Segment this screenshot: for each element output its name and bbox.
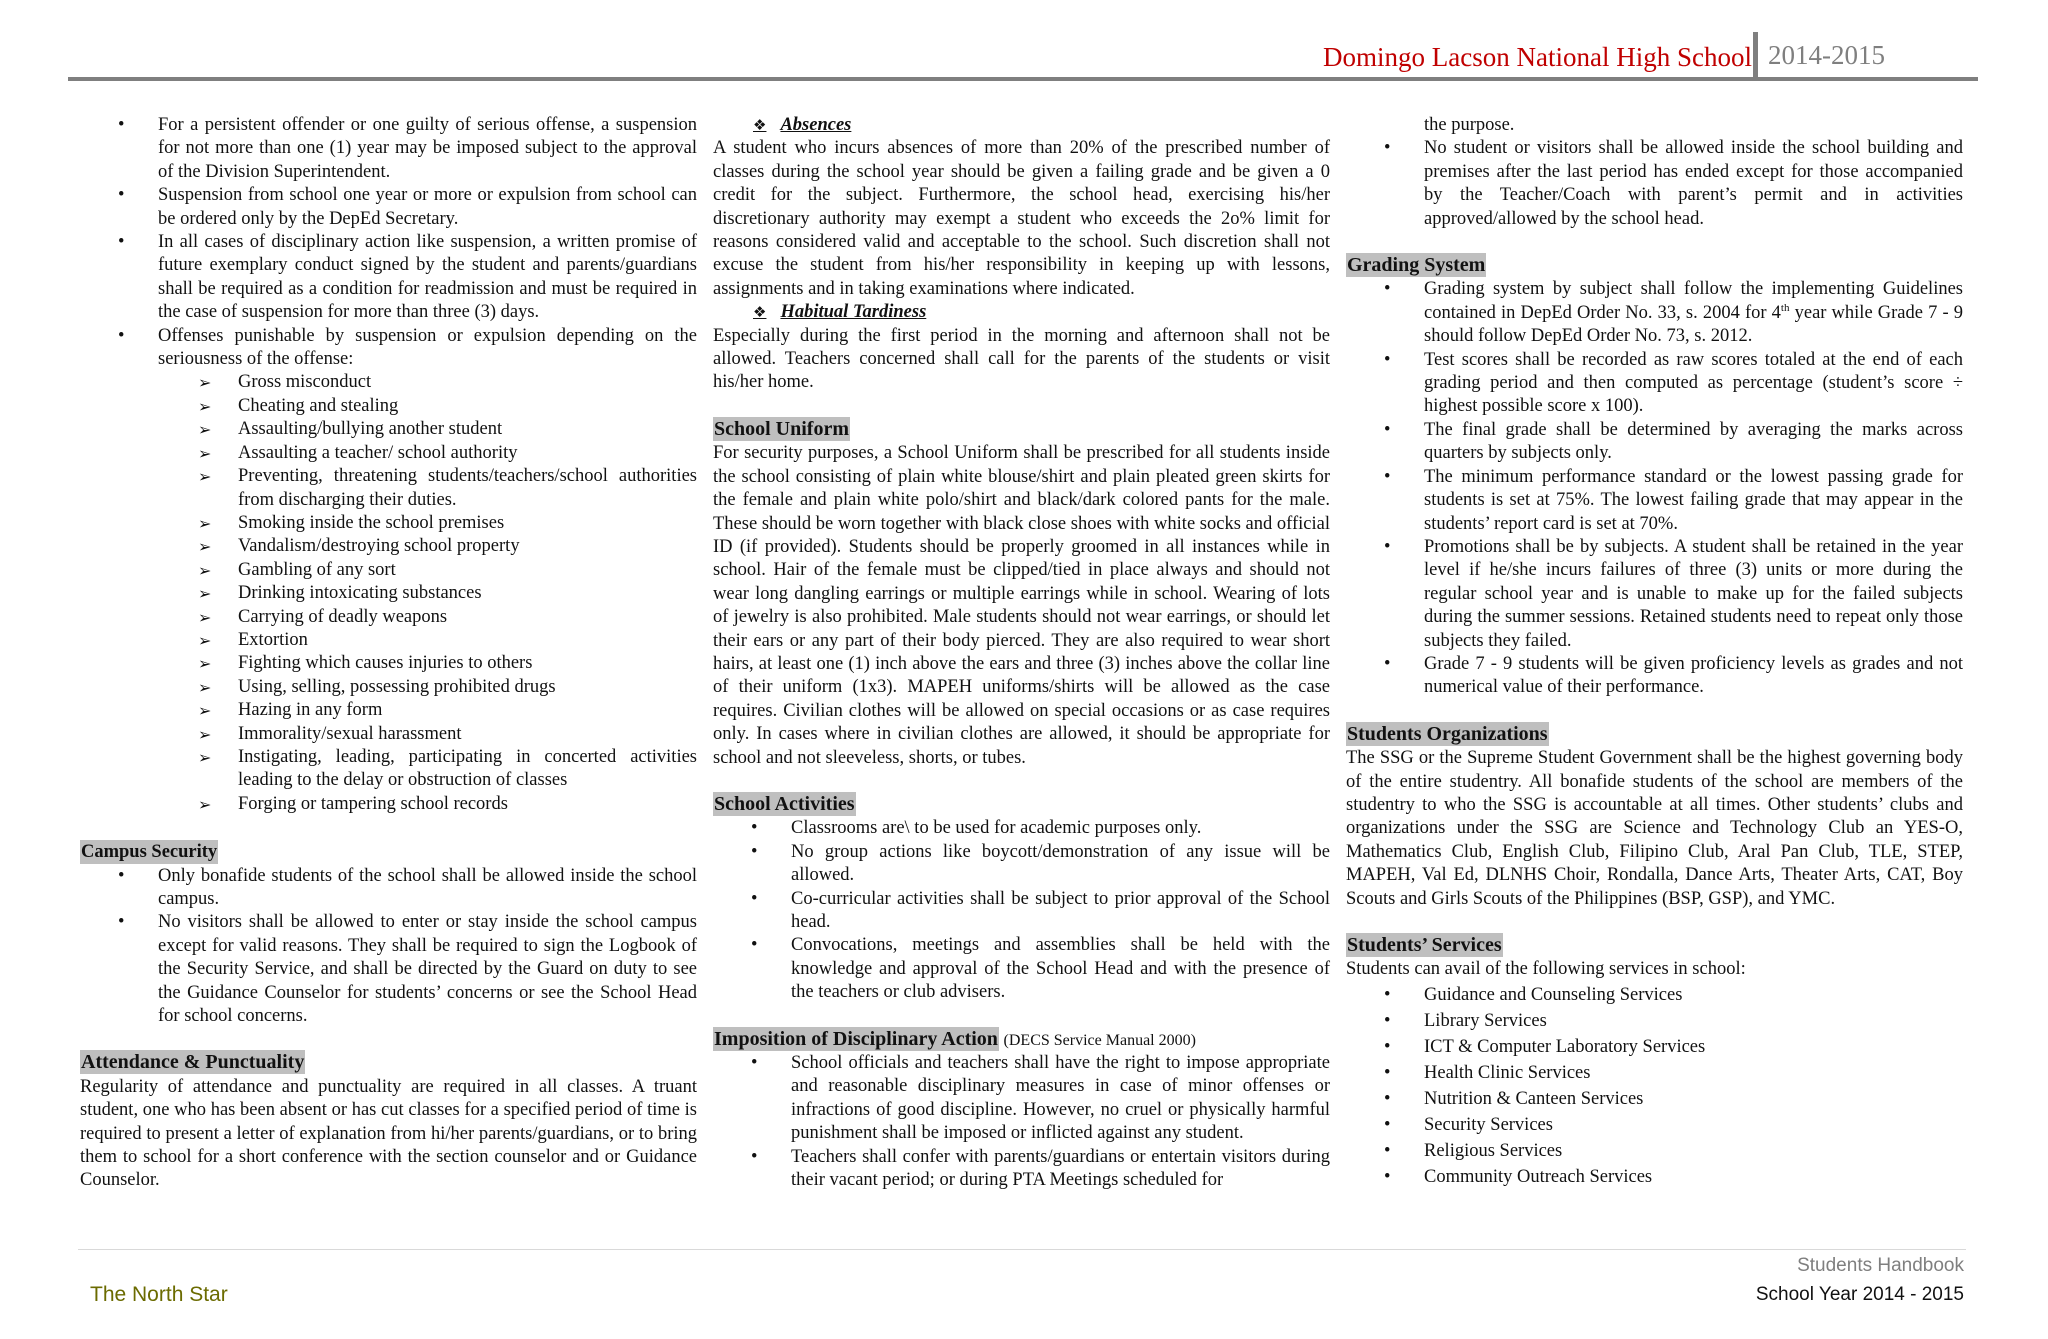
list-item: • Nutrition & Canteen Services	[1346, 1086, 1963, 1112]
absences-text: A student who incurs absences of more than 20% of the prescribed number of classes during the school year should be given a failing grade and be given a 0 credit for the subject. Furthermore, the school head, exercising his/her discretionary authority may exempt a student who exceeds the 2o% limit for reasons considered valid and acceptable to the school. Such discretion shall not excuse the student from his/her responsibility in keeping up with lessons, assignments and in taking examinations where indicated.	[713, 138, 1330, 299]
uniform-text: For security purposes, a School Uniform shall be prescribed for all students inside the school consisting of plain white blouse/shirt and plain pleated green skirts for the female and plain white polo/shirt and black/dark colored pants for the male. These should be worn together with black close shoes with white socks and official ID (if provided). Students should be properly groomed in all instances while in school. Hair of the female must be clipped/tied in place always and should not wear long dangling earrings or multiple earrings while in school. Wearing of lots of jewelry is also prohibited. Male students should not wear earrings, or should let their ears or any part of their body pierced. They are also required to wear short hairs, at least one (1) inch above the ears and three (3) inches above the collar line of their uniform (1x3). MAPEH uniforms/shirts will be allowed as the case requires. Civilian clothes will be allowed on special occasions or as case requires only. In cases where in civilian clothes are allowed, it should be appropriate for school and not sleeveless, shorts, or tubes.	[713, 443, 1330, 768]
list-item: • Community Outreach Services	[1346, 1164, 1963, 1190]
activities-list	[713, 817, 1330, 1004]
grading-list	[1346, 278, 1963, 699]
services-heading: Students’ Services	[1347, 934, 1502, 956]
absences-heading: ❖ Absences	[753, 115, 852, 135]
offense-item: ➢ Fighting which causes injuries to others	[80, 652, 697, 675]
list-item: • The final grade shall be determined by averaging the marks across quarters by subjects only.	[1346, 419, 1963, 466]
campus-security-heading: Campus Security	[81, 842, 218, 863]
list-item: • The minimum performance standard or the lowest passing grade for students is set at 75%. The lowest failing grade that may appear in the students’ report card is set at 70%.	[1346, 466, 1963, 536]
attendance-text: Regularity of attendance and punctuality are required in all classes. A truant student, one who has been absent or has cut classes for a specified period of time is required to present a letter of explanation from hi/her parents/guardians, or to bring them to school for a short conference with the section counselor and or Guidance Counselor.	[80, 1076, 697, 1191]
activities-heading: School Activities	[714, 792, 855, 815]
footer-handbook: Students Handbook	[1797, 1255, 1964, 1276]
disciplinary-heading: Imposition of Disciplinary Action (DECS Service Manual 2000)	[714, 1027, 1196, 1050]
offense-item: ➢ Forging or tampering school records	[80, 793, 697, 816]
offenses-list	[80, 371, 697, 816]
disciplinary-list	[713, 1052, 1330, 1192]
diamond-bullet-icon: ❖	[753, 303, 767, 322]
campus-security-list	[80, 865, 697, 1029]
diamond-bullet-icon: ❖	[753, 116, 767, 134]
offense-item: ➢ Preventing, threatening students/teachers/school authorities from discharging their duties.	[80, 465, 697, 512]
header-divider	[1753, 32, 1758, 78]
list-item: • Health Clinic Services	[1346, 1060, 1963, 1086]
list-item: • Library Services	[1346, 1008, 1963, 1034]
continued-text: the purpose.	[1424, 115, 1515, 135]
offense-item: ➢ Instigating, leading, participating in concerted activities leading to the delay or obstruction of classes	[80, 746, 697, 793]
uniform-heading: School Uniform	[714, 417, 849, 440]
list-item: • Grading system by subject shall follow the implementing Guidelines contained in DepEd Order No. 33, s. 2004 for 4th year while Grade 7 - 9 should follow DepEd Order No. 73, s. 2012.	[1346, 278, 1963, 348]
offense-item: ➢ Smoking inside the school premises	[80, 512, 697, 535]
column-right	[1346, 114, 1963, 1190]
disciplinary-note: (DECS Service Manual 2000)	[1003, 1031, 1196, 1049]
offense-item: ➢ Gambling of any sort	[80, 559, 697, 582]
offense-item: ➢ Cheating and stealing	[80, 395, 697, 418]
list-item: • Security Services	[1346, 1112, 1963, 1138]
list-item: • Guidance and Counseling Services	[1346, 982, 1963, 1008]
tardiness-text: Especially during the first period in the morning and afternoon shall not be allowed. Teachers concerned shall call for the parents of the students or visit his/her home.	[713, 325, 1330, 393]
list-item: • Co-curricular activities shall be subject to prior approval of the School head.	[713, 888, 1330, 935]
attendance-heading: Attendance & Punctuality	[81, 1051, 305, 1074]
offense-item: ➢ Gross misconduct	[80, 371, 697, 394]
list-item: • Test scores shall be recorded as raw scores totaled at the end of each grading period and then computed as percentage (student’s score ÷ highest possible score x 100).	[1346, 349, 1963, 419]
offense-item: ➢ Vandalism/destroying school property	[80, 535, 697, 558]
organizations-text: The SSG or the Supreme Student Government shall be the highest governing body of the entire studentry. All bonafide students of the school are members of the studentry to who the SSG is accountable at all times. Other students’ clubs and organizations under the SSG are Science and Technology Club an YES-O, Mathematics Club, English Club, Filipino Club, Aral Pan Club, TLE, STEP, MAPEH, Val Ed, DLNHS Choir, Rondalla, Dance Arts, Theater Arts, CAT, Boy Scouts and Girls Scouts of the Philippines (BSP, GSP), and YMC.	[1346, 748, 1963, 909]
list-item: • No group actions like boycott/demonstration of any issue will be allowed.	[713, 841, 1330, 888]
page-header	[0, 30, 2048, 82]
list-item: • No student or visitors shall be allowed inside the school building and premises after the last period has ended except for those accompanied by the Teacher/Coach with parent’s permit and in activities approved/allowed by the school head.	[1346, 137, 1963, 231]
header-rule	[68, 77, 1978, 81]
list-item: • Offenses punishable by suspension or expulsion depending on the seriousness of the offense:	[80, 325, 697, 372]
list-item: • Convocations, meetings and assemblies shall be held with the knowledge and approval of the School Head and with the presence of the teachers or club advisers.	[713, 934, 1330, 1004]
column-left	[80, 114, 697, 1193]
list-item: • For a persistent offender or one guilty of serious offense, a suspension for not more than one (1) year may be imposed subject to the approval of the Division Superintendent.	[80, 114, 697, 184]
list-item: • Grade 7 - 9 students will be given proficiency levels as grades and not numerical value of their performance.	[1346, 653, 1963, 700]
footer-school-year: School Year 2014 - 2015	[1755, 1284, 1964, 1305]
list-item: • Only bonafide students of the school shall be allowed inside the school campus.	[80, 865, 697, 912]
school-name: Domingo Lacson National High School	[1323, 42, 1752, 72]
offense-item: ➢ Immorality/sexual harassment	[80, 723, 697, 746]
list-item: • No visitors shall be allowed to enter or stay inside the school campus except for valid reasons. They shall be required to sign the Logbook of the Security Service, and shall be directed by the Guard on duty to see the Guidance Counselor for students’ concerns or see the School Head for school concerns.	[80, 911, 697, 1028]
list-item: • Teachers shall confer with parents/guardians or entertain visitors during their vacant period; or during PTA Meetings scheduled for	[713, 1146, 1330, 1193]
school-year: 2014-2015	[1768, 40, 1885, 70]
organizations-heading: Students Organizations	[1347, 722, 1548, 745]
list-item: • In all cases of disciplinary action like suspension, a written promise of future exemplary conduct signed by the student and parents/guardians shall be required as a condition for readmission and must be required in the case of suspension for more than three (3) days.	[80, 231, 697, 325]
services-list	[1346, 982, 1963, 1190]
column-middle	[713, 114, 1330, 1192]
offense-item: ➢ Carrying of deadly weapons	[80, 606, 697, 629]
offense-item: ➢ Assaulting a teacher/ school authority	[80, 442, 697, 465]
sanctions-list	[80, 114, 697, 371]
offense-item: ➢ Drinking intoxicating substances	[80, 582, 697, 605]
offense-item: ➢ Hazing in any form	[80, 699, 697, 722]
list-item: • ICT & Computer Laboratory Services	[1346, 1034, 1963, 1060]
offense-item: ➢ Using, selling, possessing prohibited drugs	[80, 676, 697, 699]
list-item: • Classrooms are\ to be used for academic purposes only.	[713, 817, 1330, 840]
footer-publication: The North Star	[90, 1283, 228, 1306]
list-item: • Religious Services	[1346, 1138, 1963, 1164]
list-item: • Promotions shall be by subjects. A student shall be retained in the year level if he/she incurs failures of three (3) units or more during the regular school year and is unable to make up for the failed subjects during the summer sessions. Retained students need to repeat only those subjects they failed.	[1346, 536, 1963, 653]
services-intro: Students can avail of the following services in school:	[1346, 959, 1746, 980]
offense-item: ➢ Extortion	[80, 629, 697, 652]
list-item: • Suspension from school one year or more or expulsion from school can be ordered only by the DepEd Secretary.	[80, 184, 697, 231]
tardiness-heading: ❖ Habitual Tardiness	[753, 302, 927, 323]
footer-rule	[78, 1249, 1966, 1250]
continued-list	[1346, 137, 1963, 231]
grading-heading: Grading System	[1347, 254, 1486, 277]
offense-item: ➢ Assaulting/bullying another student	[80, 418, 697, 441]
list-item: • School officials and teachers shall have the right to impose appropriate and reasonable disciplinary measures in case of minor offenses or infractions of good discipline. However, no cruel or physically harmful punishment shall be imposed or inflicted against any student.	[713, 1052, 1330, 1146]
